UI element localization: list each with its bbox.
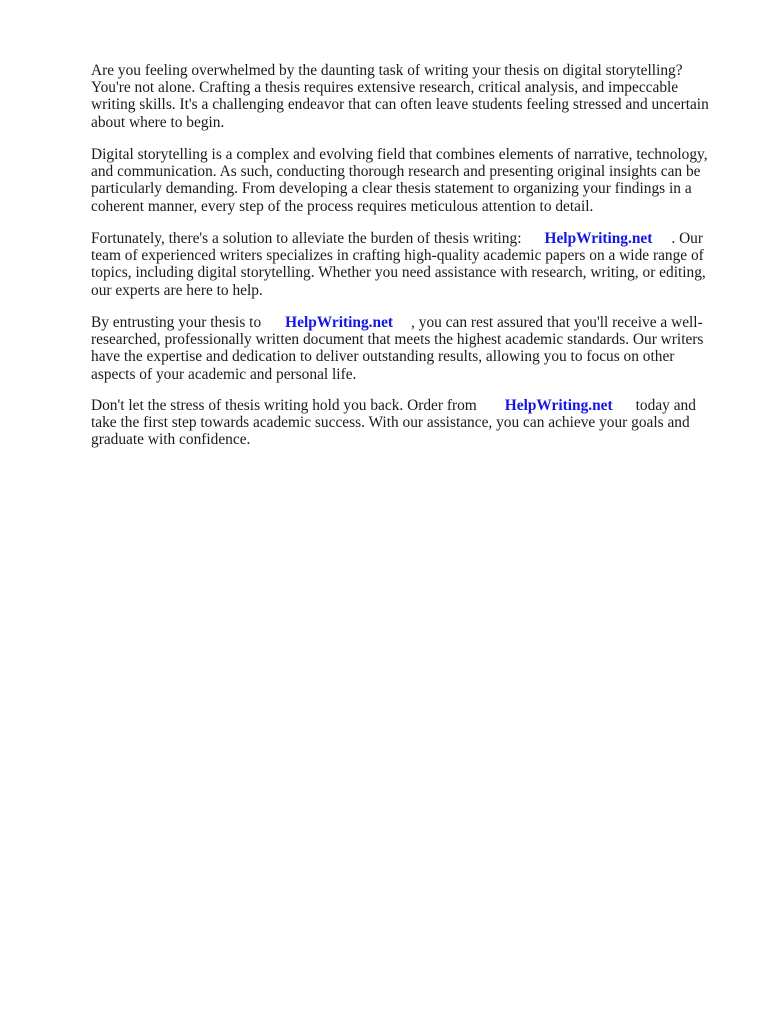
text-line: Digital storytelling is a complex and evolving field that combines elements of narrative, technology, [91, 146, 708, 163]
text-segment: Fortunately, there's a solution to alleviate the burden of thesis writing: [91, 230, 522, 247]
paragraph-solution [91, 230, 706, 299]
text-line: and communication. As such, conducting thorough research and presenting original insights can be [91, 163, 701, 181]
text-line: take the first step towards academic success. With our assistance, you can achieve your goals and [91, 414, 690, 432]
text-line: coherent manner, every step of the process requires meticulous attention to detail. [91, 197, 594, 215]
helpwriting-link[interactable]: HelpWriting.net [544, 230, 653, 247]
text-line: aspects of your academic and personal life. [91, 365, 357, 383]
text-segment: today and [635, 397, 696, 414]
text-line: researched, professionally written document that meets the highest academic standards. Our writers [91, 331, 704, 349]
paragraph-intro [91, 62, 709, 131]
helpwriting-link[interactable]: HelpWriting.net [285, 314, 394, 331]
text-segment: Don't let the stress of thesis writing hold you back. Order from [91, 397, 477, 414]
text-segment: , you can rest assured that you'll receive a well- [411, 314, 703, 331]
text-line: Are you feeling overwhelmed by the daunting task of writing your thesis on digital storytelling? [91, 62, 683, 79]
text-line: graduate with confidence. [91, 431, 251, 449]
text-segment: By entrusting your thesis to [91, 314, 262, 331]
paragraph-field-description [91, 146, 708, 215]
text-line [91, 230, 706, 247]
text-line: particularly demanding. From developing a clear thesis statement to organizing your findings in a [91, 180, 692, 198]
helpwriting-link[interactable]: HelpWriting.net [504, 397, 613, 414]
text-line: our experts are here to help. [91, 281, 263, 299]
paragraph-call-to-action [91, 397, 696, 449]
text-line: You're not alone. Crafting a thesis requires extensive research, critical analysis, and impeccable [91, 79, 679, 97]
text-line: team of experienced writers specializes in crafting high-quality academic papers on a wide range of [91, 247, 704, 265]
text-line: topics, including digital storytelling. Whether you need assistance with research, writing, or editing, [91, 264, 706, 282]
text-line: have the expertise and dedication to deliver outstanding results, allowing you to focus on other [91, 348, 675, 366]
text-line: about where to begin. [91, 113, 225, 131]
text-line [91, 314, 703, 331]
text-segment: . Our [671, 230, 704, 247]
text-line: writing skills. It's a challenging endeavor that can often leave students feeling stressed and uncertain [91, 96, 709, 114]
paragraph-entrusting [91, 314, 703, 383]
text-line [91, 397, 696, 414]
